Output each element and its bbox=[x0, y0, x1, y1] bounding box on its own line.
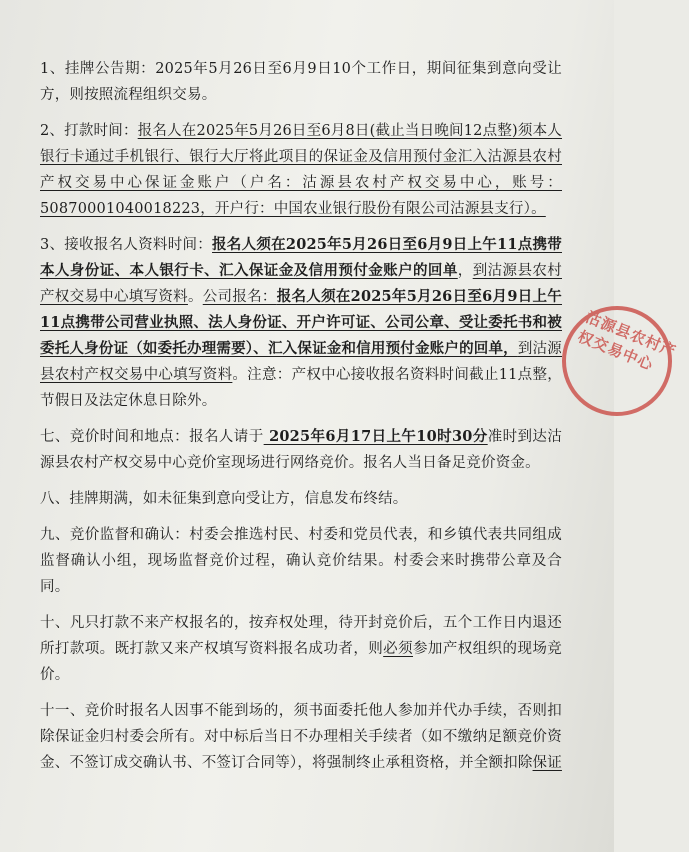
text-run: 1、挂牌公告期：2025年5月26日至6月9日10个工作日，期间征集到意向受让方，则按照流程组织交易。 bbox=[40, 61, 562, 103]
text-run: 九、竞价监督和确认：村委会推选村民、村委和党员代表，和乡镇代表共同组成监督确认小组，现场监督竞价过程，确认竞价结果。村委会来时携带公章及合同。 bbox=[40, 527, 562, 595]
text-run: 报名人在2025年5月26日至6月8日(截止当日晚间12点整)须本人银行卡通过手机银行、银行大厅将此项目的保证金及信用预付金汇入沽源县农村产权交易中心保证金账户（户名：沽源县农村产权交易中心，账号：50870001040018223，开户行：中国农业银行股份有限公司沽源县支行）。 bbox=[40, 123, 563, 217]
text-run: 。 bbox=[187, 289, 203, 305]
text-run: 十、凡只打款不来产权报名的，按弃权处理，待开封竞价后，五个工作日内退还所打款项。既打款又来产权填写资料报名成功者，则 bbox=[40, 615, 562, 657]
text-run: ， bbox=[457, 263, 473, 279]
text-run: 2025年6月17日上午10时30分 bbox=[263, 428, 488, 445]
text-run: 3、接收报名人资料时间： bbox=[40, 237, 213, 253]
paragraph bbox=[40, 522, 562, 600]
paragraph bbox=[40, 424, 562, 476]
paragraph bbox=[40, 486, 562, 512]
text-run: 必须 bbox=[383, 641, 414, 657]
text-run: 报名人须在2025年5月26日至6月9日上午11点携带本人身份证、本人银行卡、汇入保证金及信用预付金账户的回单 bbox=[40, 236, 562, 279]
notice-body bbox=[40, 56, 562, 786]
paragraph bbox=[40, 698, 562, 776]
text-run: 八、挂牌期满，如未征集到意向受让方，信息发布终结。 bbox=[40, 491, 408, 507]
paragraph bbox=[40, 610, 562, 688]
text-run: 到沽源县农村产权交易中心填写资料 bbox=[40, 341, 562, 383]
text-run: 保证 bbox=[532, 755, 562, 771]
paragraph bbox=[40, 118, 562, 222]
text-run: 十一、竞价时报名人因事不能到场的，须书面委托他人参加并代办手续，否则扣除保证金归村委会所有。对中标后当日不办理相关手续者（如不缴纳足额竞价资金、不签订成交确认书、不签订合同等），将强制终止承租资格，并全额扣除 bbox=[40, 703, 562, 771]
text-run: 。注意：产权中心接收报名资料时间截止11点整，节假日及法定休息日除外。 bbox=[40, 367, 562, 409]
text-run: 准时到达沽源县农村产权交易中心竞价室现场进行网络竞价。报名人当日备足竞价资金。 bbox=[40, 429, 563, 471]
text-run: 七、竞价时间和地点：报名人请于 bbox=[40, 429, 264, 445]
text-run: 公司报名： bbox=[202, 289, 277, 305]
text-run: 到沽源县农村产权交易中心填写资料 bbox=[40, 263, 562, 305]
paragraph bbox=[40, 56, 562, 108]
paragraph bbox=[40, 232, 562, 414]
text-run: 报名人须在2025年5月26日至6月9日上午11点携带公司营业执照、法人身份证、开户许可证、公司公章、受让委托书和被委托人身份证（如委托办理需要）、汇入保证金和信用预付金账户的回单， bbox=[40, 288, 562, 357]
text-run: 2、打款时间： bbox=[40, 123, 138, 139]
official-seal bbox=[545, 289, 688, 432]
text-run: 参加产权组织的现场竞价。 bbox=[40, 641, 562, 683]
seal-text: 沽源县农村产权交易中心 bbox=[575, 307, 679, 375]
